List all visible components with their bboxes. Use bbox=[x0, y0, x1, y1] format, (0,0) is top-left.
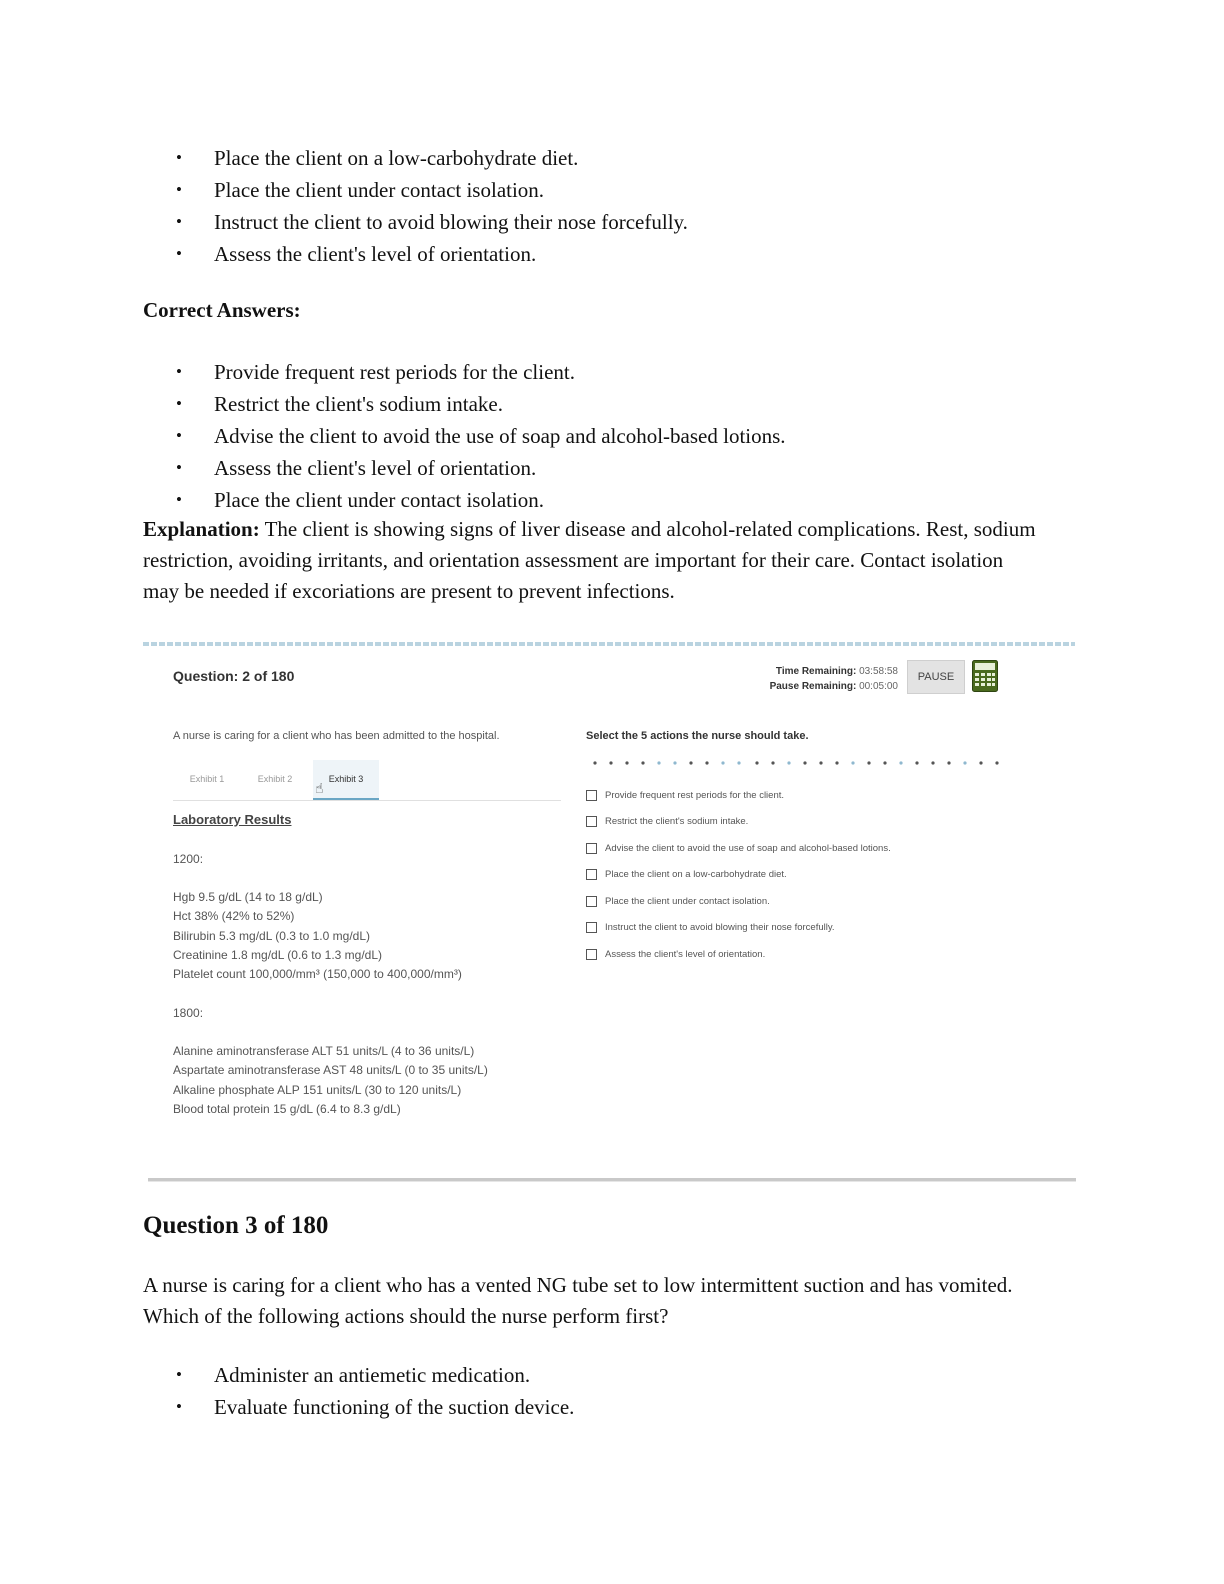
lab-result-line: Bilirubin 5.3 mg/dL (0.3 to 1.0 mg/dL) bbox=[173, 929, 370, 943]
lab-result-line: Blood total protein 15 g/dL (6.4 to 8.3 g/dL) bbox=[173, 1102, 401, 1116]
option-checkbox[interactable] bbox=[586, 947, 765, 961]
tab-exhibit-1[interactable]: Exhibit 1 bbox=[189, 774, 225, 784]
previous-options-list bbox=[143, 142, 688, 270]
exhibit-tabs bbox=[173, 760, 561, 801]
list-item: • Evaluate functioning of the suction device. bbox=[143, 1391, 574, 1423]
option-label: Assess the client's level of orientation. bbox=[605, 948, 766, 960]
checkbox[interactable] bbox=[586, 816, 597, 827]
option-checkbox[interactable] bbox=[586, 920, 835, 934]
list-item: • Place the client under contact isolation. bbox=[143, 484, 786, 516]
question-3-options bbox=[143, 1359, 574, 1423]
option-checkbox[interactable] bbox=[586, 867, 787, 881]
option-checkbox[interactable] bbox=[586, 894, 770, 908]
pause-button[interactable]: PAUSE bbox=[907, 660, 965, 694]
question-number: Question: 2 of 180 bbox=[173, 668, 295, 684]
option-label: Advise the client to avoid the use of soap and alcohol-based lotions. bbox=[605, 842, 891, 854]
correct-answers-heading: Correct Answers: bbox=[143, 298, 301, 322]
time-remaining-label: Time Remaining: bbox=[775, 666, 857, 677]
time-remaining-value: 03:58:58 bbox=[859, 666, 898, 677]
list-item: • Restrict the client's sodium intake. bbox=[143, 388, 786, 420]
tab-exhibit-3[interactable]: Exhibit 3 bbox=[313, 760, 379, 800]
option-label: Instruct the client to avoid blowing their nose forcefully. bbox=[605, 921, 835, 933]
option-checkbox[interactable] bbox=[586, 814, 748, 828]
option-label: Place the client under contact isolation. bbox=[605, 895, 770, 907]
option-label: Restrict the client's sodium intake. bbox=[605, 815, 749, 827]
option-label: Provide frequent rest periods for the client. bbox=[605, 789, 785, 801]
explanation bbox=[143, 514, 1043, 607]
checkbox[interactable] bbox=[586, 922, 597, 933]
checkbox[interactable] bbox=[586, 949, 597, 960]
timer bbox=[703, 664, 898, 694]
list-item: • Place the client on a low-carbohydrate diet. bbox=[143, 142, 688, 174]
divider bbox=[143, 642, 1075, 646]
lab-result-line: Alanine aminotransferase ALT 51 units/L (4 to 36 units/L) bbox=[173, 1044, 475, 1058]
question-stem: A nurse is caring for a client who has been admitted to the hospital. bbox=[173, 730, 500, 742]
option-label: Place the client on a low-carbohydrate diet. bbox=[605, 868, 787, 880]
option-checkbox[interactable] bbox=[586, 841, 891, 855]
question-3-title: Question 3 of 180 bbox=[143, 1212, 329, 1239]
divider bbox=[148, 1178, 1076, 1182]
lab-result-line: Alkaline phosphate ALP 151 units/L (30 to 120 units/L) bbox=[173, 1083, 462, 1097]
pause-remaining-value: 00:05:00 bbox=[859, 681, 898, 692]
option-checkbox[interactable] bbox=[586, 788, 784, 802]
list-item: • Assess the client's level of orientation. bbox=[143, 238, 688, 270]
list-item: • Provide frequent rest periods for the client. bbox=[143, 356, 786, 388]
list-item: • Advise the client to avoid the use of soap and alcohol-based lotions. bbox=[143, 420, 786, 452]
question-3-stem: A nurse is caring for a client who has a vented NG tube set to low intermittent suction and has vomited. Which of the following actions should the nurse perform first? bbox=[143, 1273, 1013, 1328]
list-item: • Administer an antiemetic medication. bbox=[143, 1359, 574, 1391]
checkbox[interactable] bbox=[586, 896, 597, 907]
explanation-text: The client is showing signs of liver disease and alcohol-related complications. Rest, sodium restriction, avoiding irritants, and orientation assessment are important for their care. Contact isolation may be needed if excoriations are present to prevent infections. bbox=[143, 517, 1036, 603]
divider bbox=[586, 760, 1006, 766]
lab-time-label: 1200: bbox=[173, 852, 204, 866]
lab-results-title: Laboratory Results bbox=[173, 812, 292, 827]
lab-result-line: Creatinine 1.8 mg/dL (0.6 to 1.3 mg/dL) bbox=[173, 948, 383, 962]
list-item: • Assess the client's level of orientation. bbox=[143, 452, 786, 484]
pause-remaining-label: Pause Remaining: bbox=[769, 681, 857, 692]
list-item: • Place the client under contact isolation. bbox=[143, 174, 688, 206]
lab-time-label: 1800: bbox=[173, 1006, 204, 1020]
checkbox[interactable] bbox=[586, 843, 597, 854]
checkbox[interactable] bbox=[586, 869, 597, 880]
lab-result-line: Aspartate aminotransferase AST 48 units/L (0 to 35 units/L) bbox=[173, 1063, 488, 1077]
lab-result-line: Hgb 9.5 g/dL (14 to 18 g/dL) bbox=[173, 890, 323, 904]
lab-result-line: Platelet count 100,000/mm³ (150,000 to 400,000/mm³) bbox=[173, 967, 462, 981]
calculator-icon[interactable] bbox=[972, 660, 998, 692]
exam-screenshot bbox=[143, 640, 1075, 1140]
tab-exhibit-2[interactable]: Exhibit 2 bbox=[257, 774, 293, 784]
select-instruction: Select the 5 actions the nurse should take. bbox=[586, 730, 809, 742]
lab-result-line: Hct 38% (42% to 52%) bbox=[173, 909, 295, 923]
list-item: • Instruct the client to avoid blowing their nose forcefully. bbox=[143, 206, 688, 238]
explanation-label: Explanation: bbox=[143, 517, 260, 541]
checkbox[interactable] bbox=[586, 790, 597, 801]
correct-answers-list bbox=[143, 356, 786, 516]
hand-cursor-icon: ☝ bbox=[315, 780, 324, 796]
